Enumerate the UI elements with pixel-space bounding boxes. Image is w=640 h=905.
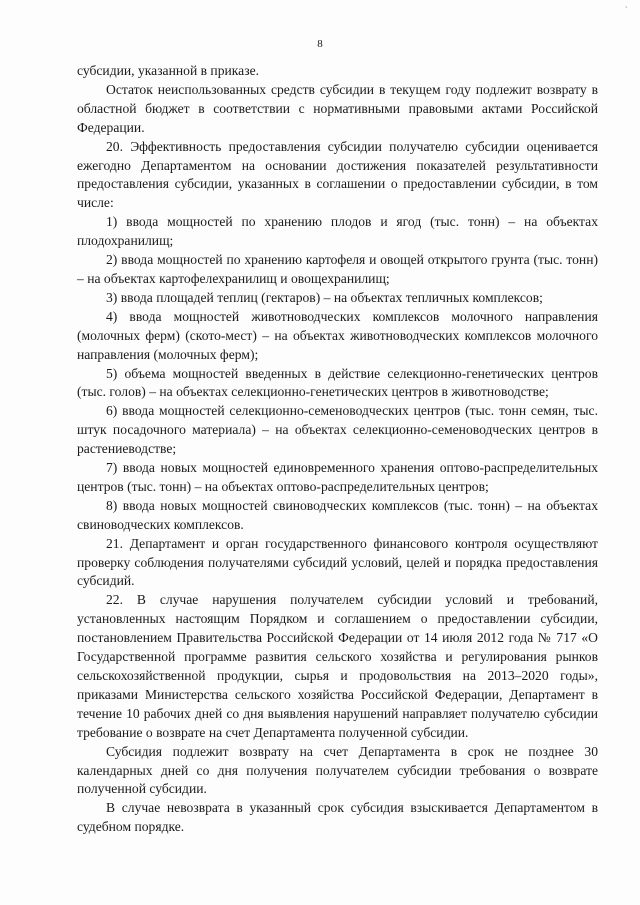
page-number: 8 — [317, 38, 323, 50]
list-item-7: 7) ввода новых мощностей единовременного хранения оптово-распределительных центров (тыс. тонн) – на объектах оптово-распределительных центров; — [77, 460, 598, 494]
list-item-3: 3) ввода площадей теплиц (гектаров) – на объектах тепличных комплексов; — [106, 289, 543, 305]
paragraph-refund: Субсидия подлежит возврату на счет Департамента в срок не позднее 30 календарных дней со дня получения получателем субсидии требования о возврате полученной субсидии. — [77, 743, 598, 797]
paragraph-21: 21. Департамент и орган государственного финансового контроля осуществляют проверку соблюдения получателями субсидий условий, целей и порядка предоставления субсидий. — [77, 535, 598, 589]
list-item-4: 4) ввода мощностей животноводческих комплексов молочного направления (молочных ферм) (ското-мест) – на объектах животноводческих комплексов молочного направления (молочных ферм); — [77, 308, 598, 362]
list-item-2: 2) ввода мощностей по хранению картофеля и овощей открытого грунта (тыс. тонн) – на объектах картофелехранилищ и овощехранилищ; — [77, 252, 598, 286]
paragraph-0: субсидии, указанной в приказе. — [77, 63, 260, 78]
document-body — [77, 62, 598, 837]
paragraph-court: В случае невозврата в указанный срок субсидия взыскивается Департаментом в судебном порядке. — [77, 800, 598, 835]
list-item-6: 6) ввода мощностей селекционно-семеноводческих центров (тыс. тонн семян, тыс. штук посадочного материала) – на объектах селекционно-семеноводческих центров в растениеводстве; — [77, 403, 598, 457]
paragraph-20: 20. Эффективность предоставления субсидии получателю субсидии оценивается ежегодно Департаментом на основании достижения показателей результативности предоставления субсидии, указанных в соглашении о предоставлении субсидии, в том числе: — [77, 138, 598, 211]
paragraph-22: 22. В случае нарушения получателем субсидии условий и требований, установленных настоящим Порядком и соглашением о предоставлении субсидии, постановлением Правительства Российской Федерации от 14 июля 2012 года № 717 «О Государственной программе развития сельского хозяйства и регулирования рынков сельскохозяйственной продукции, сырья и продовольствия на 2013–2020 годы», приказами Министерства сельского хозяйства Российской Федерации, Департамент в течение 10 рабочих дней со дня выявления нарушений направляет получателю субсидии требование о возврате на счет Департамента полученной субсидии. — [77, 592, 598, 740]
paragraph-1: Остаток неиспользованных средств субсидии в текущем году подлежит возврату в областной бюджет в соответствии с нормативными правовыми актами Российской Федерации. — [77, 81, 598, 135]
list-item-8: 8) ввода новых мощностей свиноводческих комплексов (тыс. тонн) – на объектах свиноводческих комплексов. — [77, 497, 598, 532]
list-item-5: 5) объема мощностей введенных в действие селекционно-генетических центров (тыс. голов) – на объектах селекционно-генетических центров в животноводстве; — [77, 365, 598, 400]
corner-mark: ˋ — [624, 6, 628, 17]
list-item-1: 1) ввода мощностей по хранению плодов и ягод (тыс. тонн) – на объектах плодохранилищ; — [77, 214, 598, 249]
